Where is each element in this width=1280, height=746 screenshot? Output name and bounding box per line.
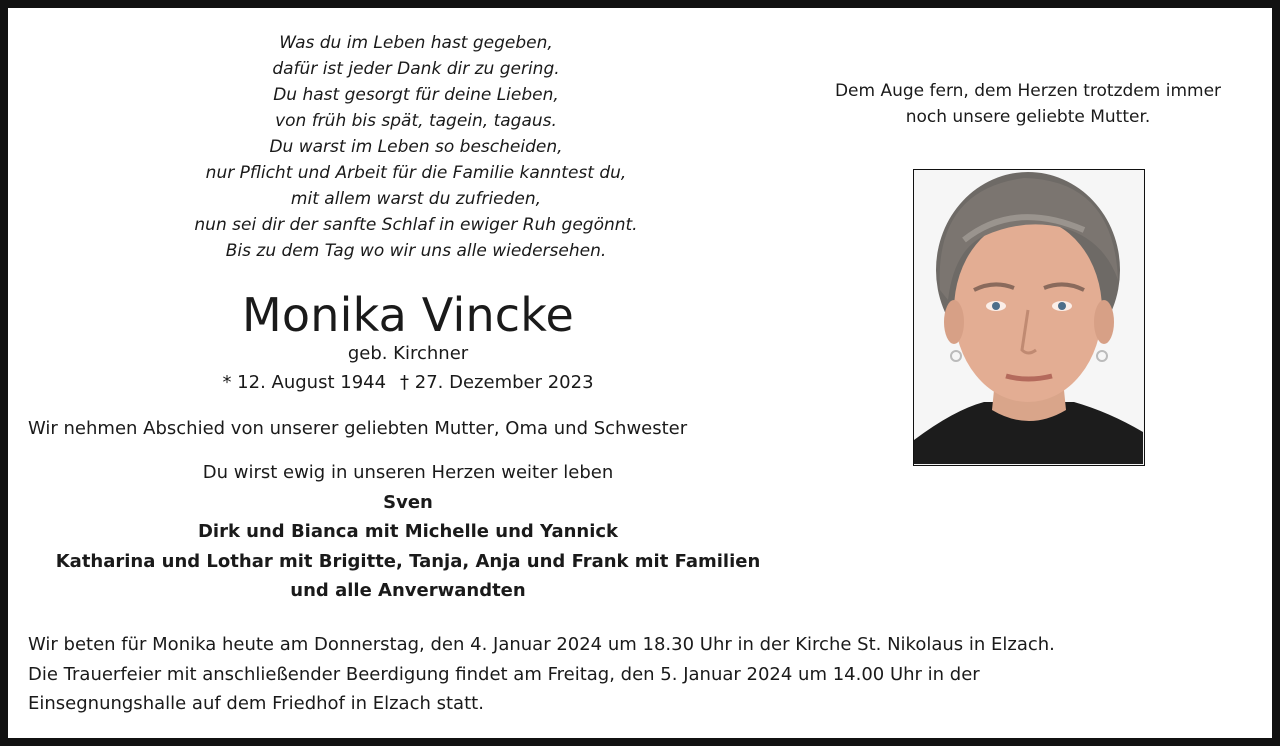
quote-line: noch unsere geliebte Mutter. (905, 107, 1151, 127)
poem-line: nun sei dir der sanfte Schlaf in ewiger Ruh gegönnt. (194, 215, 638, 235)
memorial-quote (798, 78, 1258, 130)
portrait-photo (913, 169, 1145, 466)
death-date: † 27. Dezember 2023 (400, 372, 594, 393)
life-dates (158, 370, 658, 396)
maiden-name: geb. Kirchner (347, 343, 469, 364)
poem-line: Was du im Leben hast gegeben, (279, 33, 553, 53)
birth-date: * 12. August 1944 (222, 372, 387, 393)
obituary-notice (8, 8, 1272, 738)
poem-line: Du hast gesorgt für deine Lieben, (273, 85, 559, 105)
mourner-name: Katharina und Lothar mit Brigitte, Tanja, Anja und Frank mit Familien (55, 550, 761, 572)
mourner-name: und alle Anverwandten (290, 580, 526, 601)
poem-line: Du warst im Leben so bescheiden, (269, 137, 563, 157)
poem-line: dafür ist jeder Dank dir zu gering. (272, 59, 560, 79)
deceased-name: Monika Vincke (242, 288, 574, 342)
mourner-name: Dirk und Bianca mit Michelle und Yannick (197, 521, 619, 542)
announcement-line: Wir beten für Monika heute am Donnerstag, den 4. Januar 2024 um 18.30 Uhr in der Kirche St. Nikolaus in Elzach. (28, 634, 1055, 655)
mourner-name: Sven (383, 491, 433, 513)
poem-line: Bis zu dem Tag wo wir uns alle wiedersehen. (225, 241, 607, 261)
announcement-line: Die Trauerfeier mit anschließender Beerdigung findet am Freitag, den 5. Januar 2024 um 14.00 Uhr in der (28, 663, 980, 685)
poem-line: von früh bis spät, tagein, tagaus. (275, 111, 557, 131)
mourners-intro: Du wirst ewig in unseren Herzen weiter leben (202, 462, 614, 483)
poem-line: mit allem warst du zufrieden, (290, 189, 542, 209)
portrait-illustration (914, 170, 1143, 464)
mourners-block (8, 458, 808, 606)
memorial-poem (136, 30, 696, 264)
announcement-line: Einsegnungshalle auf dem Friedhof in Elzach statt. (28, 693, 484, 714)
farewell-line: Wir nehmen Abschied von unserer geliebten Mutter, Oma und Schwester (28, 418, 688, 439)
quote-line: Dem Auge fern, dem Herzen trotzdem immer (834, 81, 1222, 101)
poem-line: nur Pflicht und Arbeit für die Familie kanntest du, (205, 163, 627, 183)
service-announcement (28, 630, 1248, 719)
